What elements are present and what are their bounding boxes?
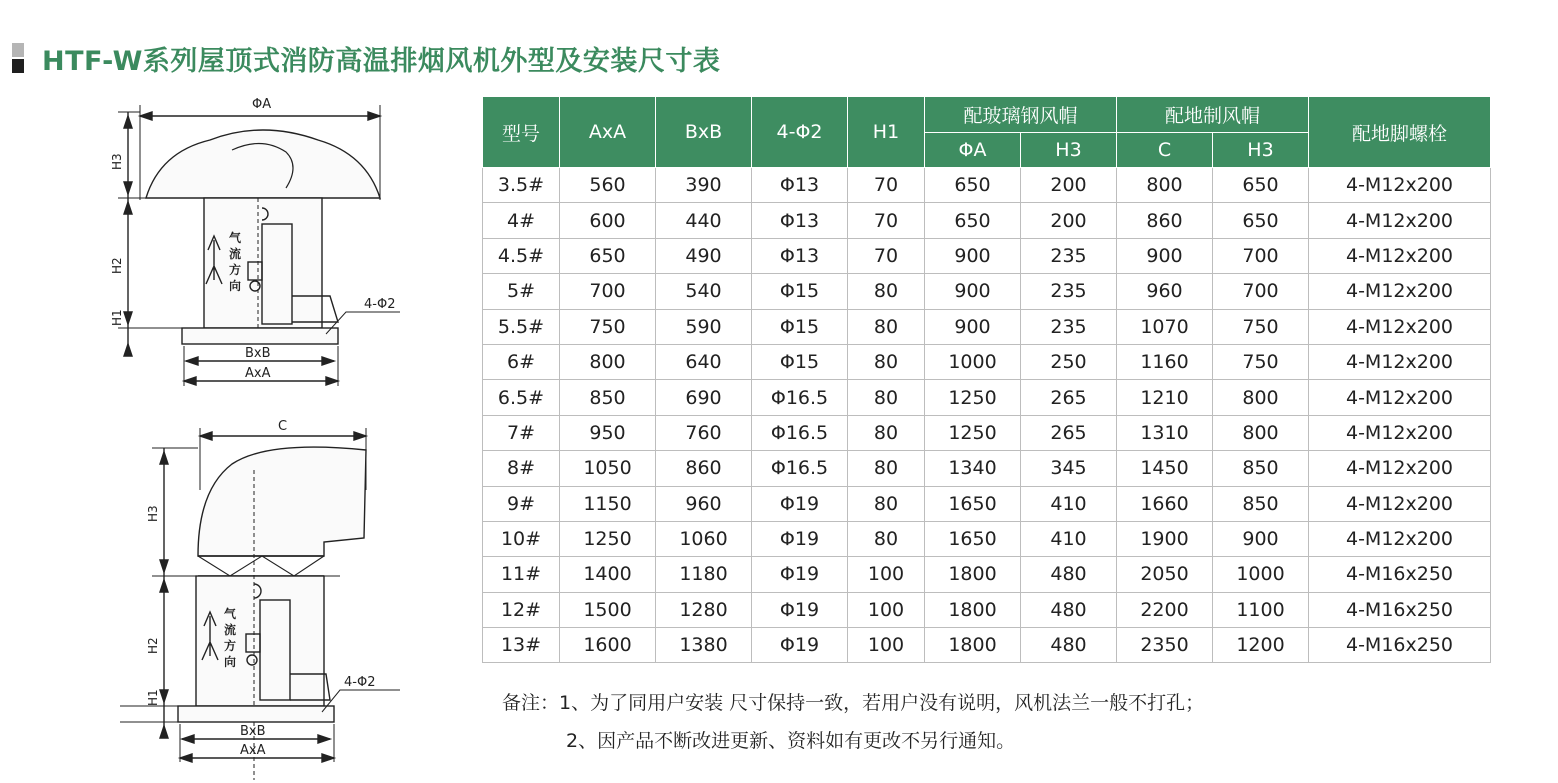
header-ground-cap: 配地制风帽 bbox=[1117, 97, 1309, 133]
table-cell: 6# bbox=[483, 344, 560, 379]
table-row bbox=[483, 168, 1491, 203]
fan-drawings bbox=[0, 90, 470, 783]
table-cell: 4-M12x200 bbox=[1309, 521, 1491, 556]
bottom-c-label: C bbox=[278, 419, 288, 434]
table-row bbox=[483, 238, 1491, 273]
table-cell: 4-M12x200 bbox=[1309, 486, 1491, 521]
top-bxb-label: BxB bbox=[245, 346, 271, 361]
table-cell: 100 bbox=[848, 592, 925, 627]
table-cell: 13# bbox=[483, 628, 560, 663]
table-cell: 1650 bbox=[925, 521, 1021, 556]
table-cell: Φ16.5 bbox=[752, 415, 848, 450]
table-cell: 1210 bbox=[1117, 380, 1213, 415]
table-cell: 480 bbox=[1021, 557, 1117, 592]
table-cell: 1900 bbox=[1117, 521, 1213, 556]
table-cell: 950 bbox=[560, 415, 656, 450]
table-cell: 200 bbox=[1021, 203, 1117, 238]
title-bar bbox=[12, 38, 720, 78]
table-row bbox=[483, 451, 1491, 486]
table-cell: 4-M12x200 bbox=[1309, 380, 1491, 415]
header-ground-h3: H3 bbox=[1213, 133, 1309, 168]
table-cell: 1070 bbox=[1117, 309, 1213, 344]
table-cell: 480 bbox=[1021, 628, 1117, 663]
top-holes-label: 4-Φ2 bbox=[364, 297, 396, 312]
table-cell: 5.5# bbox=[483, 309, 560, 344]
notes bbox=[502, 684, 1204, 760]
table-cell: Φ16.5 bbox=[752, 451, 848, 486]
table-cell: 440 bbox=[656, 203, 752, 238]
table-cell: 235 bbox=[1021, 238, 1117, 273]
top-h3-label: H3 bbox=[110, 153, 124, 170]
top-phiA-label: ΦA bbox=[252, 97, 272, 112]
table-cell: 2200 bbox=[1117, 592, 1213, 627]
table-cell: 1060 bbox=[656, 521, 752, 556]
table-cell: 4-M16x250 bbox=[1309, 628, 1491, 663]
table-cell: 10# bbox=[483, 521, 560, 556]
table-cell: 900 bbox=[925, 274, 1021, 309]
table-cell: 4-M12x200 bbox=[1309, 238, 1491, 273]
table-cell: Φ19 bbox=[752, 557, 848, 592]
table-cell: 640 bbox=[656, 344, 752, 379]
table-cell: 1650 bbox=[925, 486, 1021, 521]
table-cell: 390 bbox=[656, 168, 752, 203]
table-cell: 860 bbox=[656, 451, 752, 486]
bottom-fan-diagram bbox=[120, 419, 400, 780]
table-cell: Φ16.5 bbox=[752, 380, 848, 415]
spec-table bbox=[482, 96, 1491, 663]
table-cell: 1310 bbox=[1117, 415, 1213, 450]
table-cell: Φ15 bbox=[752, 274, 848, 309]
header-frp-cap: 配玻璃钢风帽 bbox=[925, 97, 1117, 133]
table-cell: 4-M12x200 bbox=[1309, 415, 1491, 450]
table-cell: 4-M12x200 bbox=[1309, 168, 1491, 203]
table-cell: 1380 bbox=[656, 628, 752, 663]
header-axa: AxA bbox=[560, 97, 656, 168]
bottom-axa-label: AxA bbox=[240, 743, 266, 758]
table-cell: 650 bbox=[925, 203, 1021, 238]
top-airflow-1: 气 bbox=[229, 231, 242, 245]
page-title: HTF-W系列屋顶式消防高温排烟风机外型及安装尺寸表 bbox=[42, 45, 721, 77]
table-row bbox=[483, 628, 1491, 663]
table-cell: 1600 bbox=[560, 628, 656, 663]
table-cell: 1250 bbox=[925, 415, 1021, 450]
table-cell: 800 bbox=[1117, 168, 1213, 203]
header-model: 型号 bbox=[483, 97, 560, 168]
table-cell: 12# bbox=[483, 592, 560, 627]
table-cell: 480 bbox=[1021, 592, 1117, 627]
table-cell: 410 bbox=[1021, 486, 1117, 521]
table-cell: 200 bbox=[1021, 168, 1117, 203]
table-cell: 80 bbox=[848, 380, 925, 415]
table-row bbox=[483, 415, 1491, 450]
table-cell: 80 bbox=[848, 344, 925, 379]
table-cell: 700 bbox=[560, 274, 656, 309]
note-line-1: 备注：1、为了同用户安装 尺寸保持一致，若用户没有说明，风机法兰一般不打孔； bbox=[502, 692, 1205, 714]
bottom-h1-label: H1 bbox=[146, 689, 160, 706]
bottom-holes-label: 4-Φ2 bbox=[344, 675, 376, 690]
table-cell: 600 bbox=[560, 203, 656, 238]
table-cell: 80 bbox=[848, 486, 925, 521]
table-cell: 1200 bbox=[1213, 628, 1309, 663]
table-cell: 1660 bbox=[1117, 486, 1213, 521]
table-cell: 8# bbox=[483, 451, 560, 486]
table-cell: 410 bbox=[1021, 521, 1117, 556]
table-cell: 860 bbox=[1117, 203, 1213, 238]
table-cell: 5# bbox=[483, 274, 560, 309]
table-cell: 4-M12x200 bbox=[1309, 309, 1491, 344]
table-row bbox=[483, 309, 1491, 344]
table-cell: 1000 bbox=[1213, 557, 1309, 592]
table-cell: 490 bbox=[656, 238, 752, 273]
table-cell: 6.5# bbox=[483, 380, 560, 415]
table-cell: 80 bbox=[848, 521, 925, 556]
table-row bbox=[483, 521, 1491, 556]
table-cell: 1800 bbox=[925, 628, 1021, 663]
table-cell: 70 bbox=[848, 168, 925, 203]
header-holes: 4-Φ2 bbox=[752, 97, 848, 168]
table-cell: 80 bbox=[848, 274, 925, 309]
table-row bbox=[483, 274, 1491, 309]
header-ground-c: C bbox=[1117, 133, 1213, 168]
table-cell: 235 bbox=[1021, 309, 1117, 344]
table-cell: 590 bbox=[656, 309, 752, 344]
table-cell: 345 bbox=[1021, 451, 1117, 486]
top-axa-label: AxA bbox=[245, 366, 271, 381]
table-cell: 900 bbox=[1213, 521, 1309, 556]
bottom-bxb-label: BxB bbox=[240, 724, 266, 739]
table-cell: 760 bbox=[656, 415, 752, 450]
title-marker-icon bbox=[12, 43, 26, 73]
bottom-airflow-2: 流 bbox=[224, 623, 237, 637]
table-cell: 700 bbox=[1213, 238, 1309, 273]
header-bxb: BxB bbox=[656, 97, 752, 168]
table-cell: 900 bbox=[1117, 238, 1213, 273]
table-row bbox=[483, 486, 1491, 521]
table-cell: 1180 bbox=[656, 557, 752, 592]
table-row bbox=[483, 592, 1491, 627]
table-cell: 650 bbox=[560, 238, 656, 273]
table-cell: Φ13 bbox=[752, 203, 848, 238]
table-cell: 850 bbox=[560, 380, 656, 415]
fan-diagrams bbox=[0, 90, 470, 783]
table-cell: 650 bbox=[925, 168, 1021, 203]
table-cell: Φ19 bbox=[752, 628, 848, 663]
table-cell: 900 bbox=[925, 238, 1021, 273]
table-cell: 800 bbox=[1213, 415, 1309, 450]
table-cell: 4-M12x200 bbox=[1309, 451, 1491, 486]
table-cell: 850 bbox=[1213, 486, 1309, 521]
table-cell: 750 bbox=[1213, 309, 1309, 344]
table-cell: 1400 bbox=[560, 557, 656, 592]
table-row bbox=[483, 203, 1491, 238]
table-cell: 7# bbox=[483, 415, 560, 450]
spec-table-body bbox=[483, 168, 1491, 663]
table-cell: 4-M12x200 bbox=[1309, 203, 1491, 238]
table-cell: Φ15 bbox=[752, 309, 848, 344]
table-row bbox=[483, 557, 1491, 592]
bottom-airflow-4: 向 bbox=[224, 655, 237, 669]
table-cell: 1160 bbox=[1117, 344, 1213, 379]
table-cell: 250 bbox=[1021, 344, 1117, 379]
table-cell: Φ15 bbox=[752, 344, 848, 379]
bottom-airflow-1: 气 bbox=[224, 607, 237, 621]
table-cell: 80 bbox=[848, 451, 925, 486]
table-cell: Φ19 bbox=[752, 486, 848, 521]
table-cell: 690 bbox=[656, 380, 752, 415]
table-cell: 1340 bbox=[925, 451, 1021, 486]
table-cell: 4.5# bbox=[483, 238, 560, 273]
header-frp-phia: ΦA bbox=[925, 133, 1021, 168]
table-cell: 1000 bbox=[925, 344, 1021, 379]
table-cell: 4# bbox=[483, 203, 560, 238]
table-cell: 960 bbox=[1117, 274, 1213, 309]
table-cell: 1800 bbox=[925, 557, 1021, 592]
table-cell: 700 bbox=[1213, 274, 1309, 309]
table-cell: 70 bbox=[848, 203, 925, 238]
table-cell: 80 bbox=[848, 415, 925, 450]
table-cell: 750 bbox=[560, 309, 656, 344]
table-cell: 9# bbox=[483, 486, 560, 521]
table-cell: 2350 bbox=[1117, 628, 1213, 663]
table-cell: 100 bbox=[848, 628, 925, 663]
top-airflow-4: 向 bbox=[229, 279, 242, 293]
bottom-airflow-3: 方 bbox=[224, 639, 237, 653]
table-cell: Φ13 bbox=[752, 168, 848, 203]
top-fan-diagram bbox=[110, 97, 400, 386]
table-cell: 1500 bbox=[560, 592, 656, 627]
table-row bbox=[483, 380, 1491, 415]
table-cell: 1280 bbox=[656, 592, 752, 627]
note-line-2: 2、因产品不断改进更新、资料如有更改不另行通知。 bbox=[566, 730, 1016, 752]
table-cell: 1100 bbox=[1213, 592, 1309, 627]
bottom-h3-label: H3 bbox=[146, 505, 160, 522]
table-cell: 1250 bbox=[925, 380, 1021, 415]
table-cell: 650 bbox=[1213, 168, 1309, 203]
top-airflow-2: 流 bbox=[229, 247, 242, 261]
table-cell: 900 bbox=[925, 309, 1021, 344]
table-cell: 1800 bbox=[925, 592, 1021, 627]
top-airflow-3: 方 bbox=[229, 263, 242, 277]
table-cell: Φ13 bbox=[752, 238, 848, 273]
table-cell: 70 bbox=[848, 238, 925, 273]
header-h1: H1 bbox=[848, 97, 925, 168]
table-row bbox=[483, 344, 1491, 379]
table-cell: Φ19 bbox=[752, 521, 848, 556]
table-cell: 800 bbox=[560, 344, 656, 379]
table-cell: 1050 bbox=[560, 451, 656, 486]
top-h2-label: H2 bbox=[110, 257, 124, 274]
table-cell: Φ19 bbox=[752, 592, 848, 627]
table-cell: 850 bbox=[1213, 451, 1309, 486]
table-cell: 4-M16x250 bbox=[1309, 557, 1491, 592]
table-cell: 100 bbox=[848, 557, 925, 592]
table-cell: 540 bbox=[656, 274, 752, 309]
table-cell: 1150 bbox=[560, 486, 656, 521]
table-cell: 750 bbox=[1213, 344, 1309, 379]
table-cell: 650 bbox=[1213, 203, 1309, 238]
header-bolt: 配地脚螺栓 bbox=[1309, 97, 1491, 168]
table-cell: 960 bbox=[656, 486, 752, 521]
table-cell: 4-M12x200 bbox=[1309, 274, 1491, 309]
table-cell: 265 bbox=[1021, 415, 1117, 450]
table-cell: 3.5# bbox=[483, 168, 560, 203]
table-cell: 11# bbox=[483, 557, 560, 592]
bottom-h2-label: H2 bbox=[146, 637, 160, 654]
table-cell: 265 bbox=[1021, 380, 1117, 415]
table-cell: 235 bbox=[1021, 274, 1117, 309]
table-cell: 2050 bbox=[1117, 557, 1213, 592]
table-cell: 800 bbox=[1213, 380, 1309, 415]
table-cell: 1250 bbox=[560, 521, 656, 556]
table-cell: 4-M16x250 bbox=[1309, 592, 1491, 627]
table-cell: 80 bbox=[848, 309, 925, 344]
table-cell: 560 bbox=[560, 168, 656, 203]
top-h1-label: H1 bbox=[110, 309, 124, 326]
header-frp-h3: H3 bbox=[1021, 133, 1117, 168]
table-cell: 4-M12x200 bbox=[1309, 344, 1491, 379]
table-cell: 1450 bbox=[1117, 451, 1213, 486]
